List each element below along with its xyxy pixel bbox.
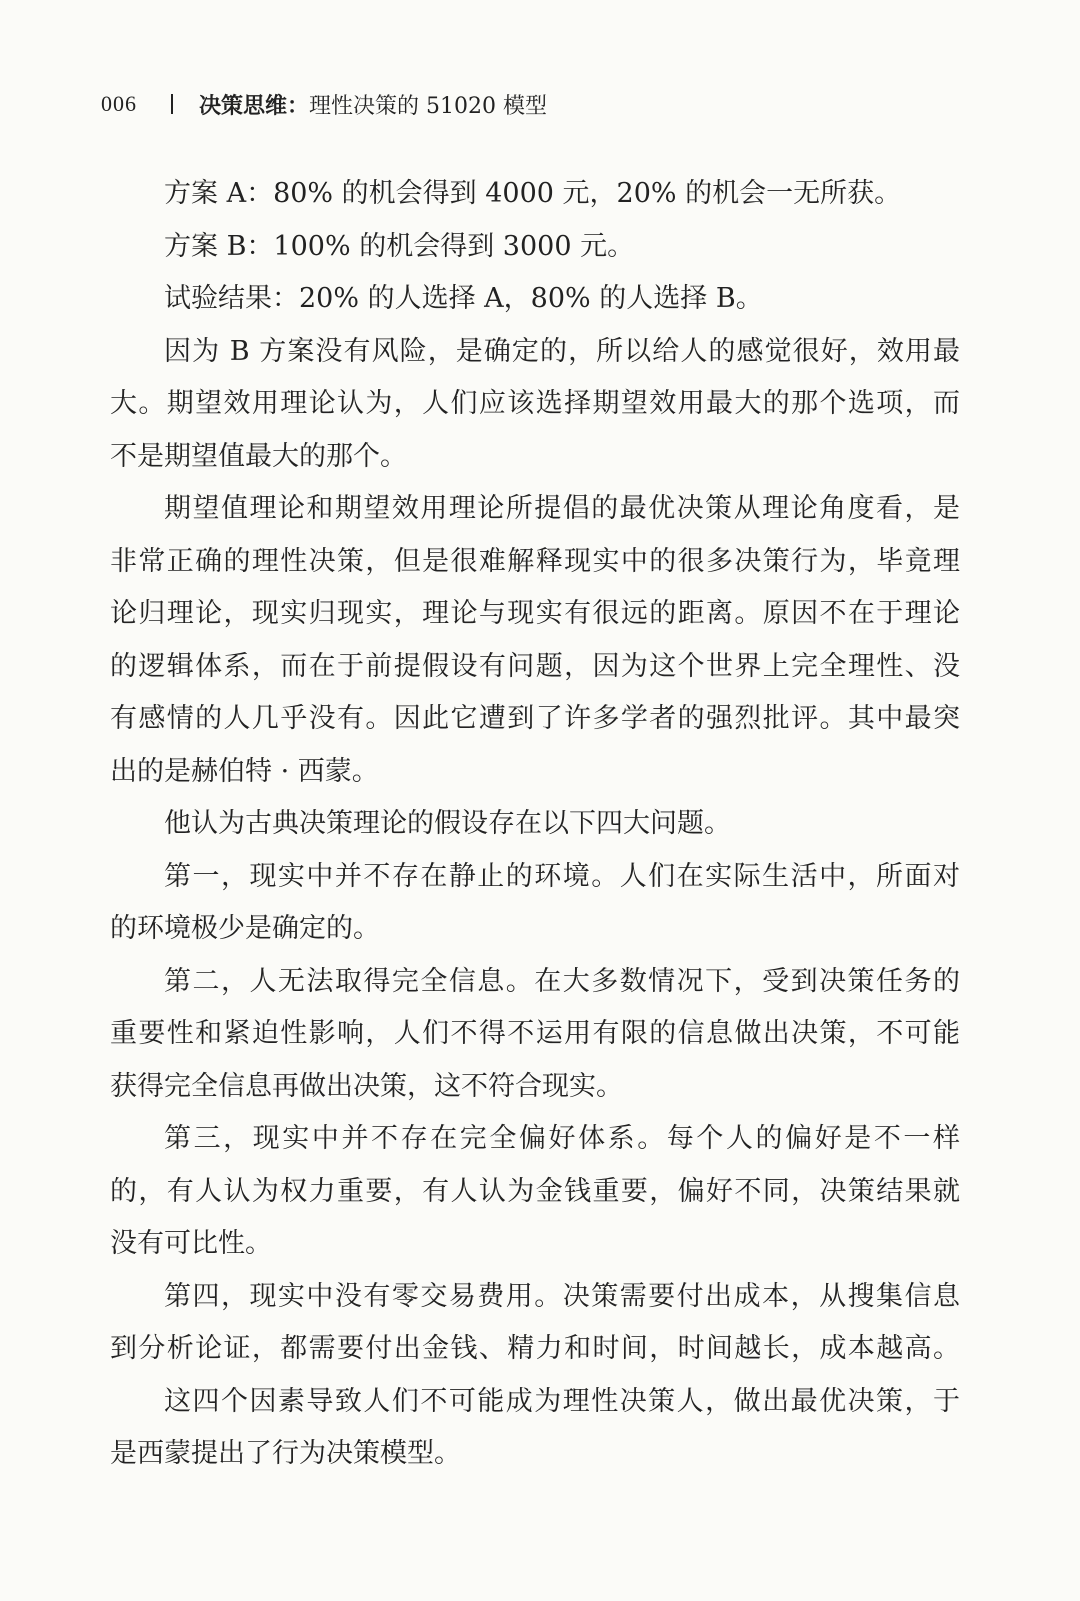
- text-line: 试验结果：20% 的人选择 A，80% 的人选择 B。: [164, 283, 763, 314]
- body-text: [110, 168, 960, 1481]
- text-line: 第一，现实中并不存在静止的环境。人们在实际生活中，所面对: [164, 860, 960, 892]
- text-line: 大。期望效用理论认为，人们应该选择期望效用最大的那个选项，而: [110, 388, 960, 419]
- text-line: 论归理论，现实归现实，理论与现实有很远的距离。原因不在于理论: [110, 598, 960, 629]
- text-line: 出的是赫伯特 · 西蒙。: [110, 755, 379, 787]
- text-line: 第三，现实中并不存在完全偏好体系。每个人的偏好是不一样: [164, 1123, 960, 1154]
- text-line: 的逻辑体系，而在于前提假设有问题，因为这个世界上完全理性、没: [110, 650, 960, 682]
- text-line: 重要性和紧迫性影响，人们不得不运用有限的信息做出决策，不可能: [110, 1018, 960, 1049]
- text-line: 第四，现实中没有零交易费用。决策需要付出成本，从搜集信息: [164, 1280, 960, 1312]
- text-line: 期望值理论和期望效用理论所提倡的最优决策从理论角度看，是: [164, 493, 960, 524]
- book-title: [199, 89, 547, 120]
- text-line: 不是期望值最大的那个。: [110, 440, 407, 472]
- text-line: 非常正确的理性决策，但是很难解释现实中的很多决策行为，毕竟理: [110, 545, 960, 577]
- text-line: 到分析论证，都需要付出金钱、精力和时间，时间越长，成本越高。: [110, 1333, 960, 1364]
- text-line: 方案 A：80% 的机会得到 4000 元，20% 的机会一无所获。: [164, 178, 902, 209]
- text-line: 因为 B 方案没有风险，是确定的，所以给人的感觉很好，效用最: [164, 335, 960, 367]
- text-line: 获得完全信息再做出决策，这不符合现实。: [110, 1070, 623, 1102]
- running-header: [101, 86, 547, 122]
- book-title-bold: 决策思维：: [199, 92, 310, 119]
- text-line: 是西蒙提出了行为决策模型。: [110, 1438, 461, 1469]
- text-line: 的环境极少是确定的。: [110, 913, 380, 944]
- book-title-rest: 理性决策的 51020 模型: [309, 93, 547, 119]
- text-line: 有感情的人几乎没有。因此它遭到了许多学者的强烈批评。其中最突: [110, 703, 960, 734]
- text-line: 这四个因素导致人们不可能成为理性决策人，做出最优决策，于: [164, 1385, 960, 1417]
- text-line: 第二，人无法取得完全信息。在大多数情况下，受到决策任务的: [164, 965, 960, 997]
- text-line: 方案 B：100% 的机会得到 3000 元。: [164, 230, 635, 262]
- header-divider: [171, 94, 173, 114]
- text-line: 的，有人认为权力重要，有人认为金钱重要，偏好不同，决策结果就: [110, 1175, 960, 1207]
- text-line: 没有可比性。: [110, 1228, 272, 1259]
- text-line: 他认为古典决策理论的假设存在以下四大问题。: [164, 808, 731, 839]
- page-number: 006: [101, 91, 137, 116]
